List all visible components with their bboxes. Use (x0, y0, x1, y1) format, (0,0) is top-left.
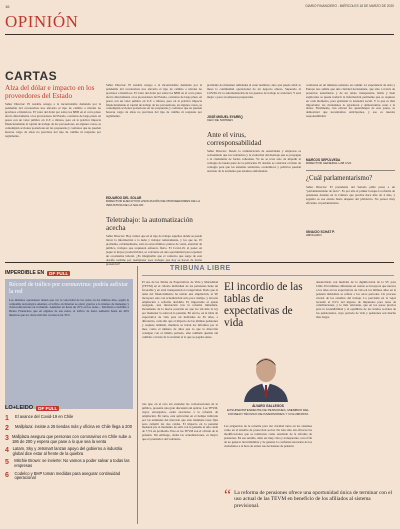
loleido-item[interactable] (5, 415, 133, 422)
cartas-title: CARTAS (5, 69, 58, 83)
pull-quote-text: La reforma de pensiones ofrece una oportunidad única de terminar con el uso actual de las TEVM en beneficio de los afiliados al sistema previsional. (234, 490, 393, 509)
letter-4-signature: MARCOS SEPÚLVEDA (306, 158, 341, 162)
letter-3-body: problema de mantener utilidades al estar nombres, sino que puede subir lo mesa la continuidad operacional de un negocio entero. Superado el COVID-19, la automatización de los puestos de trabajo se acelerará. Y será mejor o peor en empresas preparadas. (207, 84, 301, 99)
loleido-box (5, 405, 133, 484)
letter-1-headline: Alza del dólar e impacto en los proveedores del Estado (5, 84, 95, 101)
letter-2-body: Señor Director: Hoy vemos que en el tipo de trabajo aquellos donde se puede llevar la información a la nube y trabajar remotamente, y los que no. El problema, evidentemente, está en estos últimos: puntos de venta, atención de público, trabajos que requieren esfuerzo físico. El Covid-19, al poner en jaque la mayor productividad, se convierte en una oportunidad para repensar un ecosistema laboral. ¿Es imaginable que el contexto que surge de este desafío termine por reemplazar esos trabajos que hoy se hacen de forma presencial? (106, 235, 202, 266)
loleido-item-number: 4 (5, 447, 9, 455)
loleido-label: LO+LEIDO (5, 405, 34, 411)
tribuna-col2: Las exigencias de la reforma para dar claridad tanto en los sistemas como en el sistema de protección social. No han sido tan eficaces las modificaciones que se realizaron como resultado de la reforma de pensiones. En ese sentido, debe ser muy clara y transparente, con el fin de no generar incertidumbre y de generar la confianza necesaria de los ciudadanos a la hora de tomar sus decisiones de pensión. (224, 425, 312, 448)
loleido-item-number: 3 (5, 435, 9, 442)
author-role: EXSUPERINTENDENTE DE PENSIONES, MIEMBRO DEL CONSEJO TÉCNICO DE INVERSIONES Y COLUMNISTA (227, 408, 309, 416)
lower-section-divider (5, 262, 394, 263)
tribuna-col1: El uso de las Tablas de Expectativas de Vida y Mortalidad (TEVM) en el cálculo individual de las pensiones tiene un favorable y en total transparencia la longevidad. Dado que el tema del financiamiento ha tenido una ampliación, el SP incorporó este con actualización sólo poco tiempo, y sin una ampliación o reforma decidida. Es importante el ajuste rezagado, una innovación tras la reforma inmediata. Incremento de la nueva posición en que los sin más la ley por mantener la edad en la pensión. En efecto, en la tabla de expectativa de vida para un individuo de 65 años, a diferencia, cada año que el impacto de las ultimas pensiones y reajuste también, mientras se tratan los informes por el mes, como el número de años que lo que la dirección consigue con el mismo periodo, sino también quedan sin cambios a través de la revisión el lo que se pagaba antes. (142, 281, 218, 339)
letter-1-body: Señor Director: El notable rezago a la incontrolable demanda por la pandemia del coronavirus nos elevaría el tipo de cambio a niveles no previstos e históricos. El valor del dólar por sobre los $800 en el corto plazo afecta directamente a los proveedores del Estado, contratos de largo plazo en pesos con un valor público en U.F. o mixtos, pero en la práctica impacta financieramente el capital de trabajo de los proveedores, en algunos casos, se contemplan acciones posteriores en las propuestas y contratos que no pueden hacerse cargo de alzas no previstas del tipo de cambio ni reajustes por reglamento. (5, 103, 101, 138)
letter-6-signature: IGNACIO SCHAT P. (306, 229, 335, 234)
df-full-badge[interactable]: DF FULL (49, 270, 69, 276)
letter-6-body: Señor Director: El presidente del Senado pidió pasar a un "parlamentarismo de facto". Es por ello el primer lorsque la reforma de pensiones durante en la Cámara que percibe hace más de 4 días, y seguido se ese estado hasta después del plebiscito. No parece muy eficiente, ni parlamentario. (306, 185, 395, 205)
letter-6-signature-role: ABOGADO (306, 232, 322, 237)
letter-3 (207, 84, 301, 262)
tribuna-label: TRIBUNA LIBRE (170, 265, 231, 272)
section-divider (5, 34, 394, 35)
tribuna-col3: desarrollado con medidas de la dignificación de la SV para Chile. En términos diferentes en cuanto se incorpora que nuevos a los años en las expectativas de vida en los últimos años en la pensión inmediata se refiere a los otros periodos. Un proceso crucial de los estudios del trabajo. La previsión en la vejez recaudó el 0,5% del ingreso de impuestos para tasas de contribuciones, y lo más relevante, que en los pasos previos para la sostenibilidad y el equilibrio de los fondos sociales de los pensionados, cuyo periodo de vida y pensiones son mucho más largos. (316, 281, 396, 320)
letter-1-continuation: Señor Director: El notable rezago a la incontrolable demanda por la pandemia del coronavirus nos elevaría el tipo de cambio a niveles no previstos e históricos. El valor del dólar por sobre los $800 en el corto plazo afecta directamente a los proveedores del Estado, contratos de largo plazo en pesos con un valor público en U.F. o mixtos, pero en la práctica impacta financieramente el capital de trabajo de los proveedores, en algunos casos, se contemplan acciones posteriores en las propuestas y contratos que no pueden hacerse cargo de alzas no previstas del tipo de cambio ni reajustes por reglamento. (106, 84, 202, 119)
imperdible-card[interactable] (5, 279, 133, 409)
column-divider (137, 266, 138, 524)
loleido-item-text: Mitchie Brown: se invierte: No vamos a poder salvar a todas las empresas (14, 458, 130, 468)
imperdible-body: Los distintos operadores tienen que ver la velocidad de las redes en los últimos días, según la compañía tecnológica Akamai, el tráfico en Internet se elevó gracias a lo intenso de mensajes y videoconferencias en el mundo. Aumentó en hasta un 25% en las redes... Telefónica confirmó a Diario Financiero que en algunas de sus redes, el tráfico de datos aumentó hasta un 40% mientras que los datos móviles crecieron un 35%. (9, 298, 129, 318)
loleido-item-number: 2 (5, 425, 9, 432)
loleido-item[interactable] (5, 435, 133, 444)
letter-1-signature: EDUARDO DEL SOLAR (106, 196, 142, 200)
letter-6-headline: ¿Cuál parlamentarismo? (306, 174, 373, 182)
loleido-item[interactable] (5, 472, 133, 481)
imperdible-headline: Récord de tráfico por coronavirus: podría asfixiar la red (9, 282, 128, 295)
tribuna-col1-lower: tras que, en el otro sin extender las conversaciones de lo público, presenta una gran discusión sin aplicar. Los TEVM, cuyos encargados, están asociados a la reforma de ampliación. En tanto, esta aplicación en el tiempo indicado por las entidades del mercado que sólo mantiene tasas fijas para cumplir las dos caídas. El impacto en la pensión mensual por el momento de salir con la pensión es una caída de 7,5% en promedio. Esto es los TEVM son el cálculo de la pensión. Sin embargo, dadas las actualizaciones, es mayor que el pronóstico del Gobierno. (142, 403, 218, 442)
author-photo (236, 352, 296, 402)
letter-4-headline: Ante el virus, corresponsabilidad (207, 130, 262, 148)
loleido-item[interactable] (5, 447, 133, 456)
section-title: OPINIÓN (5, 12, 79, 31)
letter-2-headline: Teletrabajo: la automatización acecha (106, 215, 193, 233)
letter-1 (5, 84, 101, 221)
author-name: ÁLVARO GALLEGOS (252, 404, 284, 408)
loleido-item[interactable] (5, 459, 133, 468)
df-full-badge-2[interactable]: DF FULL (38, 405, 58, 411)
loleido-item-text: Mallplaza asegura que personas con coronavirus en Chile sube a 186 de 200 y espera que pase a lo que sea la venta (11, 434, 131, 444)
letter-4-signature-role: DIRECTOR GENERAL LAB CVA (306, 161, 352, 165)
publication-line: DIARIO FINANCIERO - MIÉRCOLES 18 DE MARZO DE 2020 (305, 4, 394, 8)
imperdible-box (5, 270, 133, 409)
letter-3-signature-role: CEO DE SOPREN (207, 118, 233, 122)
quote-mark-icon: “ (224, 487, 232, 504)
loleido-list (5, 415, 133, 481)
letter-6-divider (306, 170, 395, 171)
tribuna-rule (142, 275, 394, 276)
loleido-item-text: Codelco y BHP toman medidas para asegurar continuidad operacional (14, 470, 120, 481)
loleido-item[interactable] (5, 425, 133, 432)
imperdible-label: IMPERDIBLE EN (5, 270, 45, 276)
loleido-item-number: 5 (5, 459, 9, 467)
tribuna-title: El incordio de las tablas de expectativas de vida (224, 281, 303, 329)
letter-1-signature-role: DIRECTOR EJECUTIVO ASOCIACIÓN DE PROVEEDORES DE LA INDUSTRIA DE LA SALUD (106, 199, 200, 207)
loleido-item-text: Mallplaza: insiste a 25 tiendas más y oficina en Chile llega a 200 (15, 424, 132, 429)
page-number: 16 (5, 4, 10, 9)
loleido-item-text: Latam, Sky y Jetsmart lanzan apoyo del gobierno a industria global dice estar al frente de la quiebra (12, 446, 123, 456)
letter-4-body: Señor Director: Desde la comunicación de autoridades y empresas es conveniente que los Gobiernos y la evolución del mensaje que se propague a la ciudadanía de forma coherente. Ya no se trata sólo de impedir el contagio de buena parte de la población. El desafío es controlar el ritmo de contagio para que los sistemas sanitarios, económicos y políticos puedan aterrizar de la tormenta que estamos enfrentando. (207, 150, 301, 173)
letter-3-signature: JOSÉ MIGUEL EYAREQ (207, 115, 243, 119)
loleido-item-text: El avance del Covid-19 en Chile (15, 414, 74, 419)
letter-5 (306, 84, 395, 238)
letter-5-body: colaboren en un inmenso esfuerzo en común. La experiencia de Asia y Europa nos señala que una claridad decisionista, que sólo a través de potencias autoritarias y de un relato transparente, habla y bien explicados se puede traducir la información pertinente que se requiere en cada momento, para gestionar la ansiedad social. Y lo que es más importante: los ciudadanos lo agradecen y demostramos estar a la altura. Finalmente, tras extraer los aprendizajes de esta pausa, se demostrará que necesitamos anticiparnos, y eso es nuestra responsabilidad. (306, 84, 395, 119)
pull-quote (224, 487, 396, 509)
loleido-item-number: 1 (5, 415, 9, 422)
loleido-item-number: 6 (5, 471, 9, 479)
